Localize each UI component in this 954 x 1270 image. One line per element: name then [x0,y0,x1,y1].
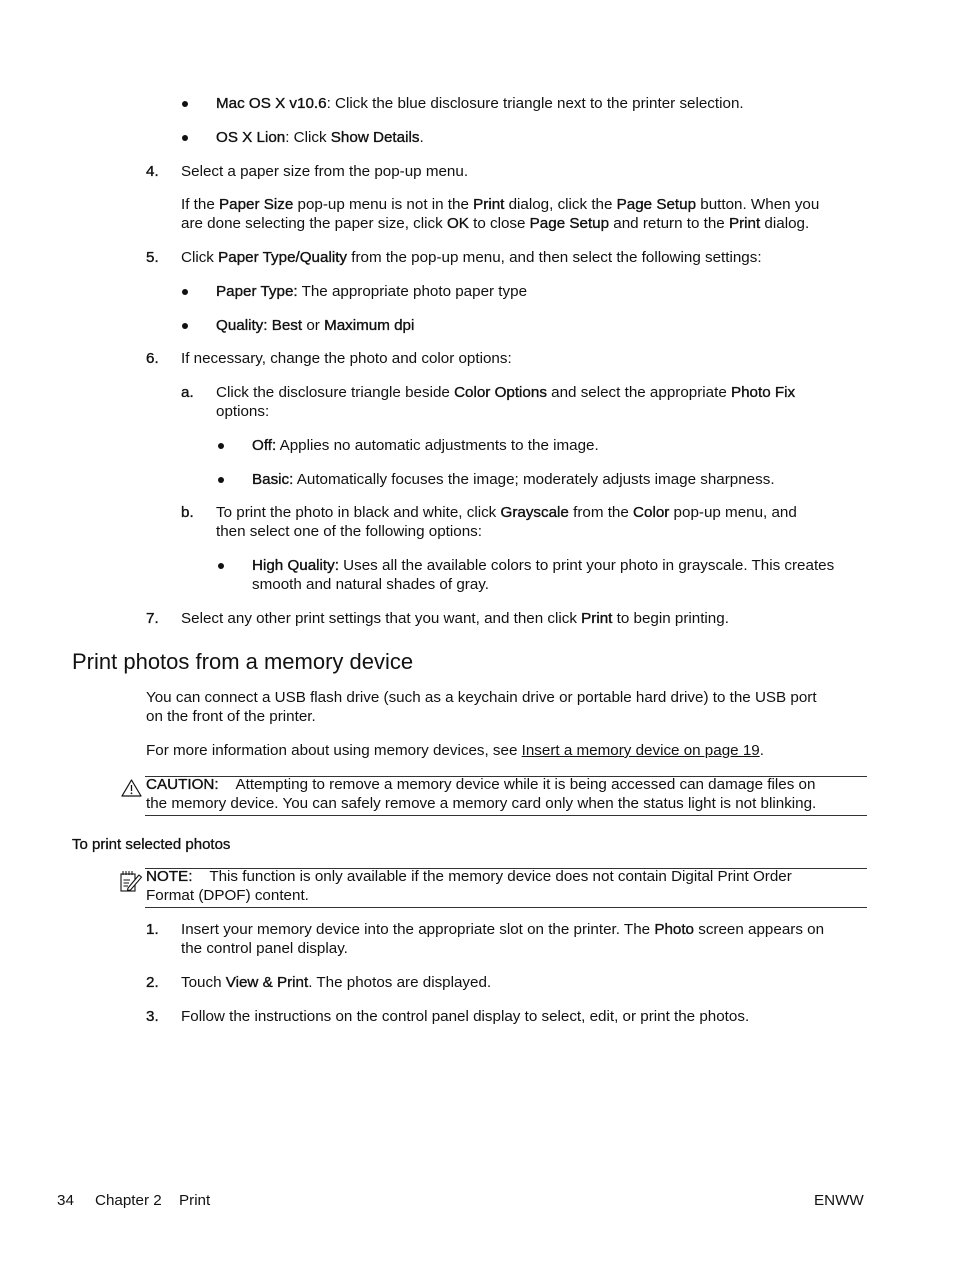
bullet-off: Off: Applies no automatic adjustments to the image. [252,437,599,454]
note-pencil-icon [119,869,143,893]
bullet-high-quality: High Quality: Uses all the available colors to print your photo in grayscale. This creates smooth and natural shades of gray. [252,557,835,593]
bullet-dot [218,477,224,483]
memory-device-link[interactable]: Insert a memory device on page 19 [521,742,760,759]
footer-right-label: ENWW [814,1192,864,1209]
section-heading: Print photos from a memory device [72,649,414,674]
caution-bottom-rule [145,815,867,816]
subheading: To print selected photos [72,836,231,853]
step-number: 5. [146,249,159,266]
bullet-mac-os-x: Mac OS X v10.6: Click the blue disclosure triangle next to the printer selection. [216,95,744,112]
procedure-step-1: Insert your memory device into the appropriate slot on the printer. The Photo screen appears on the control panel display. [181,921,825,957]
bullet-dot [182,323,188,329]
bullet-os-x-lion: OS X Lion: Click Show Details. [216,129,424,146]
bullet-dot [182,135,188,141]
bullet-paper-type: Paper Type: The appropriate photo paper type [216,283,528,300]
step-number: 6. [146,350,159,367]
step-number: 1. [146,921,159,938]
substep-label: b. [181,504,194,521]
step-4-paragraph: If the Paper Size pop-up menu is not in the Print dialog, click the Page Setup button. When you are done selecting the paper size, click OK to close Page Setup and return to the Print dialog. [181,196,820,232]
note-text: NOTE: This function is only available if the memory device does not contain Digital Print Order Format (DPOF) content. [146,868,792,904]
procedure-step-3: Follow the instructions on the control panel display to select, edit, or print the photos. [181,1008,750,1025]
note-bottom-rule [145,907,867,908]
step-4-text: Select a paper size from the pop-up menu. [181,163,469,180]
bullet-dot [218,563,224,569]
substep-b-text: To print the photo in black and white, click Grayscale from the Color pop-up menu, and then select one of the following options: [216,504,797,540]
footer-chapter: Chapter 2 [95,1192,162,1209]
bullet-basic: Basic: Automatically focuses the image; moderately adjusts image sharpness. [252,471,775,488]
footer-page-number: 34 [57,1192,74,1209]
footer-section: Print [179,1192,211,1209]
step-number: 4. [146,163,159,180]
step-7-text: Select any other print settings that you want, and then click Print to begin printing. [181,610,729,627]
more-info-paragraph: For more information about using memory devices, see Insert a memory device on page 19. [146,742,764,759]
step-5-text: Click Paper Type/Quality from the pop-up menu, and then select the following settings: [181,249,762,266]
step-6-text: If necessary, change the photo and color options: [181,350,512,367]
substep-label: a. [181,384,194,401]
procedure-step-2: Touch View & Print. The photos are displayed. [181,974,492,991]
step-number: 3. [146,1008,159,1025]
bullet-dot [218,443,224,449]
step-number: 2. [146,974,159,991]
warning-triangle-icon [121,779,142,797]
step-number: 7. [146,610,159,627]
caution-text: CAUTION: Attempting to remove a memory device while it is being accessed can damage files on the memory device. You can safely remove a memory card only when the status light is not blinking. [146,776,817,812]
intro-paragraph: You can connect a USB flash drive (such as a keychain drive or portable hard drive) to the USB port on the front of the printer. [146,689,817,725]
bullet-dot [182,289,188,295]
bullet-dot [182,101,188,107]
bullet-quality: Quality: Best or Maximum dpi [216,317,415,334]
substep-a-text: Click the disclosure triangle beside Color Options and select the appropriate Photo Fix options: [216,384,796,420]
